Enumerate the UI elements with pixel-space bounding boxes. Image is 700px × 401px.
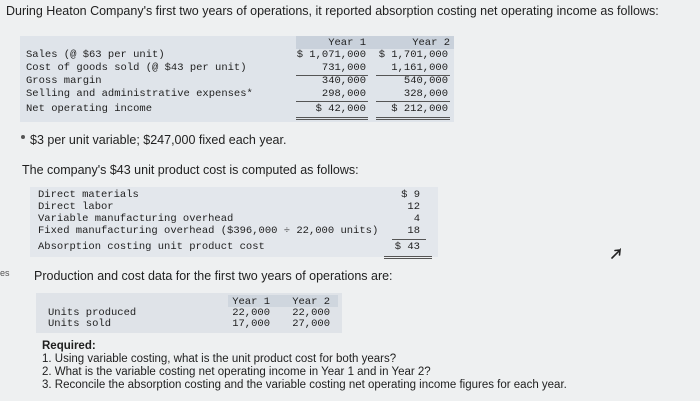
intro-text: During Heaton Company's first two years of operations, it reported absorption costing net operating income as follows: — [6, 4, 659, 18]
is-row-cogs-label: Cost of goods sold (@ $43 per unit) — [26, 62, 247, 74]
is-total-line-y2 — [376, 101, 450, 102]
is-year1-header: Year 1 — [328, 37, 366, 49]
is-row-sga-y2: 328,000 — [403, 88, 448, 100]
uc-row-dm-value: $ 9 — [401, 189, 420, 201]
edge-text-fragment: es — [0, 268, 10, 278]
uc-total-line — [392, 239, 426, 240]
is-double-line-y2-a — [376, 117, 450, 118]
is-row-noi-y2: $ 212,000 — [391, 103, 448, 115]
is-row-noi-label: Net operating income — [26, 103, 153, 115]
uc-row-dl-label: Direct labor — [38, 201, 114, 213]
is-row-sales-label: Sales (@ $63 per unit) — [26, 49, 165, 61]
is-row-gross-margin-y2: 540,000 — [403, 75, 448, 87]
is-row-noi-y1: $ 42,000 — [315, 103, 366, 115]
required-item-1: 1. Using variable costing, what is the unit product cost for both years? — [42, 353, 397, 365]
prod-row-produced-label: Units produced — [48, 307, 137, 319]
is-row-sga-label: Selling and administrative expenses* — [26, 88, 253, 100]
production-intro: Production and cost data for the first two years of operations are: — [34, 269, 393, 283]
uc-double-line-a — [384, 256, 432, 257]
uc-row-total-value: $ 43 — [394, 241, 420, 253]
prod-row-produced-y2: 22,000 — [292, 307, 330, 319]
is-row-cogs-y1: 731,000 — [321, 62, 366, 74]
is-row-sales-y2: $ 1,701,000 — [378, 49, 448, 61]
prod-year1-header: Year 1 — [232, 296, 270, 308]
is-double-line-y2-b — [376, 119, 450, 120]
uc-double-line-b — [384, 258, 432, 259]
is-row-cogs-y2: 1,161,000 — [391, 62, 448, 74]
footnote-text: $3 per unit variable; $247,000 fixed each year. — [30, 133, 287, 147]
footnote-bullet — [21, 135, 25, 139]
prod-year2-header: Year 2 — [292, 296, 330, 308]
mouse-cursor-icon — [610, 248, 622, 260]
required-item-3: 3. Reconcile the absorption costing and the variable costing net operating income figures for each year. — [42, 379, 567, 391]
uc-row-vmo-value: 4 — [413, 213, 420, 225]
required-item-2: 2. What is the variable costing net operating income in Year 1 and in Year 2? — [42, 366, 431, 378]
uc-row-vmo-label: Variable manufacturing overhead — [38, 213, 234, 225]
is-row-sales-y1: $ 1,071,000 — [296, 49, 366, 61]
unit-cost-intro: The company's $43 unit product cost is computed as follows: — [22, 163, 359, 177]
is-row-sga-y1: 298,000 — [321, 88, 366, 100]
is-row-gross-margin-y1: 340,000 — [321, 75, 366, 87]
is-double-line-y1-b — [296, 119, 368, 120]
required-heading: Required: — [42, 340, 96, 352]
is-double-line-y1-a — [296, 117, 368, 118]
uc-row-fmo-label: Fixed manufacturing overhead ($396,000 ÷ 22,000 units) — [38, 225, 379, 237]
uc-row-fmo-value: 18 — [407, 225, 420, 237]
prod-row-sold-label: Units sold — [48, 318, 112, 330]
uc-row-total-label: Absorption costing unit product cost — [38, 241, 265, 253]
uc-row-dm-label: Direct materials — [38, 189, 139, 201]
prod-row-produced-y1: 22,000 — [232, 307, 270, 319]
uc-row-dl-value: 12 — [407, 201, 420, 213]
is-year2-header: Year 2 — [412, 37, 450, 49]
is-row-gross-margin-label: Gross margin — [26, 75, 102, 87]
prod-row-sold-y2: 27,000 — [292, 318, 330, 330]
prod-row-sold-y1: 17,000 — [232, 318, 270, 330]
is-total-line-y1 — [296, 101, 368, 102]
